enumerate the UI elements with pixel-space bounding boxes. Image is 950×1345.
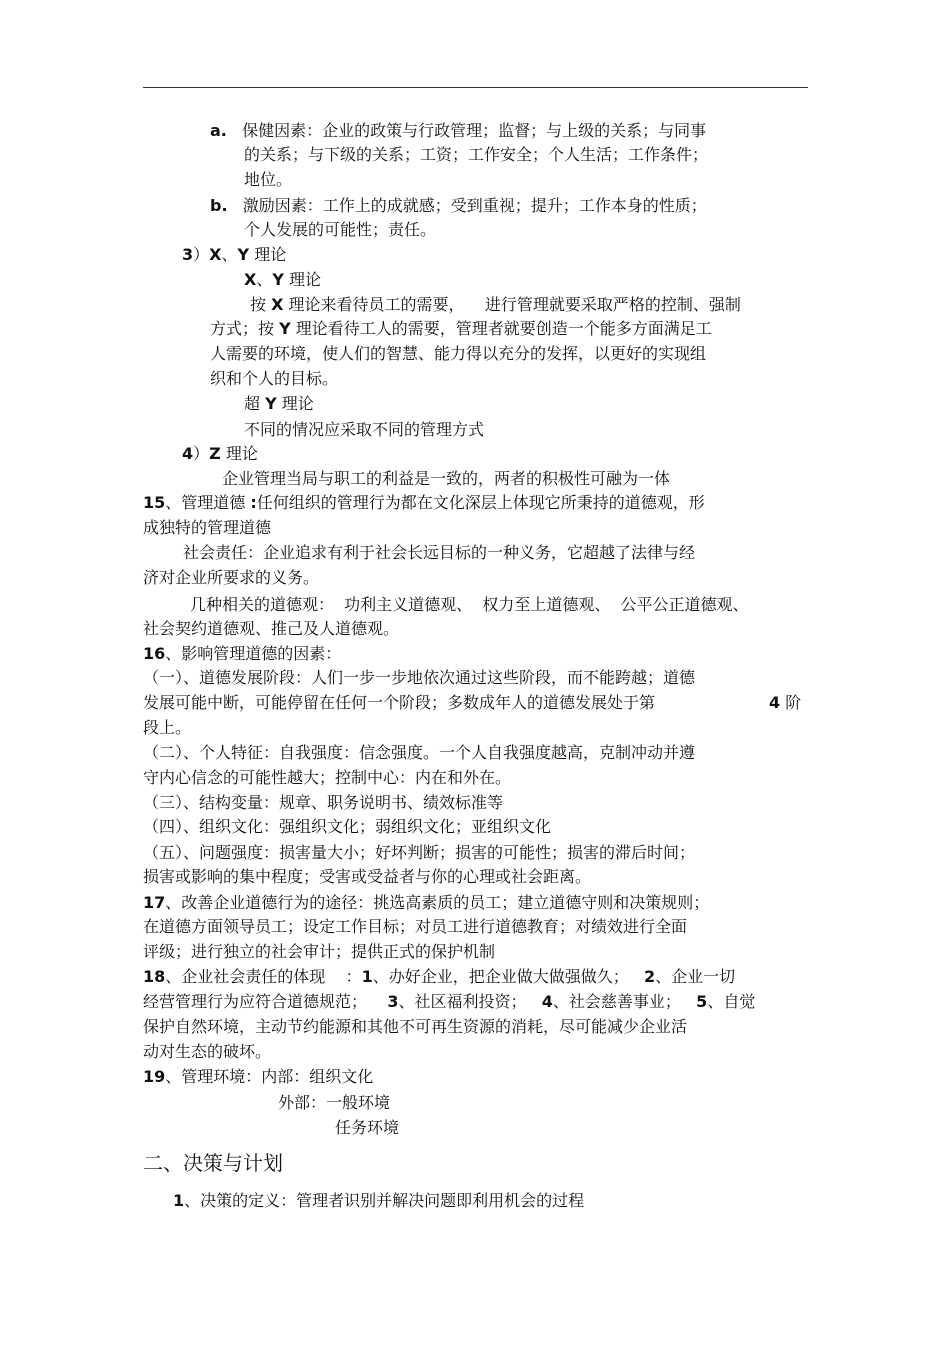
- text-segment: 在道德方面领导员工；设定工作目标；对员工进行道德教育；对绩效进行全面: [143, 917, 688, 936]
- text-line: [244, 170, 292, 190]
- text-segment: 理论来看待员工的需要， 进行管理就要采取严格的控制、强制: [283, 295, 741, 314]
- text-segment: 保护自然环境，主动节约能源和其他不可再生资源的消耗，尽可能减少企业活: [143, 1017, 688, 1036]
- text-line: [278, 1093, 390, 1113]
- stage-suffix: 阶: [785, 693, 802, 712]
- text-segment: 任务环境: [335, 1118, 400, 1137]
- text-segment: 几种相关的道德观： 功利主义道德观、 权力至上道德观、 公平公正道德观、: [190, 595, 749, 614]
- text-segment: 社会契约道德观、推己及人道德观。: [143, 619, 400, 638]
- text-line: [143, 917, 687, 937]
- text-segment: 、社会慈善事业；: [552, 992, 697, 1011]
- bold-text: Y: [237, 245, 250, 264]
- text-line: [183, 543, 695, 563]
- text-line: [143, 768, 511, 788]
- text-segment: 理论: [220, 444, 258, 463]
- text-segment: （二）、个人特征：自我强度：信念强度。一个人自我强度越高，克制冲动并遵: [143, 743, 696, 762]
- text-segment: 理论: [276, 394, 314, 413]
- stage-number: 4: [769, 693, 781, 712]
- stage-number-trailer: [769, 693, 801, 713]
- text-segment: 超: [244, 394, 266, 413]
- bold-text: 4: [182, 444, 194, 463]
- bold-text: 1: [361, 967, 373, 986]
- text-segment: ）: [193, 444, 210, 463]
- text-line: [143, 893, 709, 913]
- text-line: [244, 145, 708, 165]
- bold-text: a.: [210, 121, 227, 140]
- text-segment: 、影响管理道德的因素：: [165, 644, 342, 663]
- section-heading: [143, 1151, 283, 1175]
- text-segment: 动对生态的破坏。: [143, 1042, 272, 1061]
- text-line: [173, 1191, 584, 1211]
- text-segment: 、办好企业，把企业做大做强做久；: [372, 967, 645, 986]
- text-line: [210, 196, 707, 216]
- text-segment: 社会责任：企业追求有利于社会长远目标的一种义务，它超越了法律与经: [183, 543, 696, 562]
- text-segment: 方式；按: [210, 319, 280, 338]
- text-segment: 个人发展的可能性；责任。: [244, 220, 437, 239]
- bold-text: b.: [210, 196, 228, 215]
- text-line: [250, 295, 741, 315]
- text-line: [143, 568, 319, 588]
- text-segment: 地位。: [244, 170, 293, 189]
- text-segment: 人需要的环境，使人们的智慧、能力得以充分的发挥，以更好的实现组: [210, 344, 707, 363]
- text-segment: ）: [193, 245, 210, 264]
- text-segment: 理论看待工人的需要，管理者就要创造一个能多方面满足工: [290, 319, 712, 338]
- text-line: [182, 245, 286, 265]
- text-segment: 损害或影响的集中程度；受害或受益者与你的心理或社会距离。: [143, 867, 592, 886]
- text-segment: （三）、结构变量：规章、职务说明书、绩效标准等: [143, 793, 504, 812]
- text-line: [143, 619, 399, 639]
- bold-text: 5: [696, 992, 708, 1011]
- text-segment: 二、决策与计划: [143, 1151, 283, 1175]
- text-line: [143, 867, 591, 887]
- text-segment: 评级；进行独立的社会审计；提供正式的保护机制: [143, 942, 496, 961]
- bold-text: 18: [143, 967, 166, 986]
- text-line: [210, 319, 712, 339]
- text-line: [143, 967, 735, 987]
- text-segment: 、自觉: [707, 992, 756, 1011]
- text-line: [210, 344, 706, 364]
- bold-text: X: [271, 295, 284, 314]
- text-line: [143, 743, 695, 763]
- bold-text: 17: [143, 893, 166, 912]
- text-segment: 的关系；与下级的关系；工资；工作安全；个人生活；工作条件；: [244, 145, 709, 164]
- text-line: [143, 644, 341, 664]
- bold-text: 3: [182, 245, 194, 264]
- text-line: [244, 270, 321, 290]
- text-segment: 守内心信念的可能性越大；控制中心：内在和外在。: [143, 768, 512, 787]
- text-line: [143, 518, 271, 538]
- text-line: [143, 992, 755, 1012]
- text-line: [190, 595, 749, 615]
- bold-text: 3: [387, 992, 399, 1011]
- text-segment: 企业管理当局与职工的利益是一致的，两者的积极性可融为一体: [222, 469, 671, 488]
- text-segment: 任何组织的管理行为都在文化深层上体现它所秉持的道德观，形: [256, 493, 705, 512]
- text-line: [143, 1067, 373, 1087]
- bold-text: X: [209, 245, 222, 264]
- bold-text: X: [244, 270, 257, 289]
- text-line: [143, 668, 695, 688]
- text-segment: 段上。: [143, 718, 192, 737]
- text-segment: 理论: [283, 270, 322, 289]
- bold-text: 15: [143, 493, 166, 512]
- text-segment: 济对企业所要求的义务。: [143, 568, 320, 587]
- text-line: [143, 718, 191, 738]
- text-segment: 成独特的管理道德: [143, 518, 272, 537]
- text-segment: （五）、问题强度：损害量大小；好坏判断；损害的可能性；损害的滞后时间；: [143, 843, 696, 862]
- text-line: [143, 843, 695, 863]
- bold-text: Y: [265, 394, 277, 413]
- bold-text: 4: [541, 992, 553, 1011]
- text-segment: 、企业社会责任的体现 ：: [165, 967, 362, 986]
- text-segment: 、社区福利投资；: [398, 992, 542, 1011]
- text-segment: 织和个人的目标。: [210, 369, 339, 388]
- text-segment: 发展可能中断，可能停留在任何一个阶段；多数成年人的道德发展处于第: [143, 693, 656, 712]
- text-segment: 外部：一般环境: [278, 1093, 391, 1112]
- text-segment: 、决策的定义：管理者识别并解决问题即利用机会的过程: [184, 1191, 585, 1210]
- text-segment: 、管理道德: [165, 493, 251, 512]
- text-segment: 经营管理行为应符合道德规范；: [143, 992, 388, 1011]
- text-line: [143, 793, 503, 813]
- bold-text: 19: [143, 1067, 166, 1086]
- text-segment: 、改善企业道德行为的途径：挑选高素质的员工；建立道德守则和决策规则；: [165, 893, 710, 912]
- text-line: [244, 220, 436, 240]
- text-line: [143, 942, 495, 962]
- bold-text: :: [250, 493, 257, 512]
- text-segment: 按: [250, 295, 272, 314]
- text-segment: 不同的情况应采取不同的管理方式: [244, 420, 485, 439]
- text-segment: （一）、道德发展阶段：人们一步一步地依次通过这些阶段，而不能跨越；道德: [143, 668, 696, 687]
- text-segment: 保健因素：企业的政策与行政管理；监督；与上级的关系；与同事: [226, 121, 707, 140]
- text-segment: 、企业一切: [655, 967, 736, 986]
- text-line: [244, 394, 314, 414]
- text-line: [143, 1042, 271, 1062]
- text-segment: 、: [256, 270, 273, 289]
- text-segment: 理论: [249, 245, 287, 264]
- text-line: [143, 693, 655, 713]
- text-line: [222, 469, 670, 489]
- bold-text: Y: [272, 270, 284, 289]
- text-segment: 、: [221, 245, 238, 264]
- bold-text: 16: [143, 644, 166, 663]
- text-line: [210, 121, 706, 141]
- bold-text: 1: [173, 1191, 185, 1210]
- text-segment: （四）、组织文化：强组织文化；弱组织文化；亚组织文化: [143, 817, 552, 836]
- text-line: [143, 1017, 687, 1037]
- text-segment: 激励因素：工作上的成就感；受到重视；提升；工作本身的性质；: [227, 196, 707, 215]
- text-line: [143, 817, 551, 837]
- bold-text: 2: [644, 967, 656, 986]
- text-line: [182, 444, 258, 464]
- bold-text: Y: [279, 319, 291, 338]
- text-segment: 、管理环境：内部：组织文化: [165, 1067, 374, 1086]
- text-line: [210, 369, 338, 389]
- header-rule: [143, 87, 808, 88]
- bold-text: Z: [209, 444, 221, 463]
- text-line: [244, 420, 484, 440]
- text-line: [143, 493, 705, 513]
- text-line: [335, 1118, 399, 1138]
